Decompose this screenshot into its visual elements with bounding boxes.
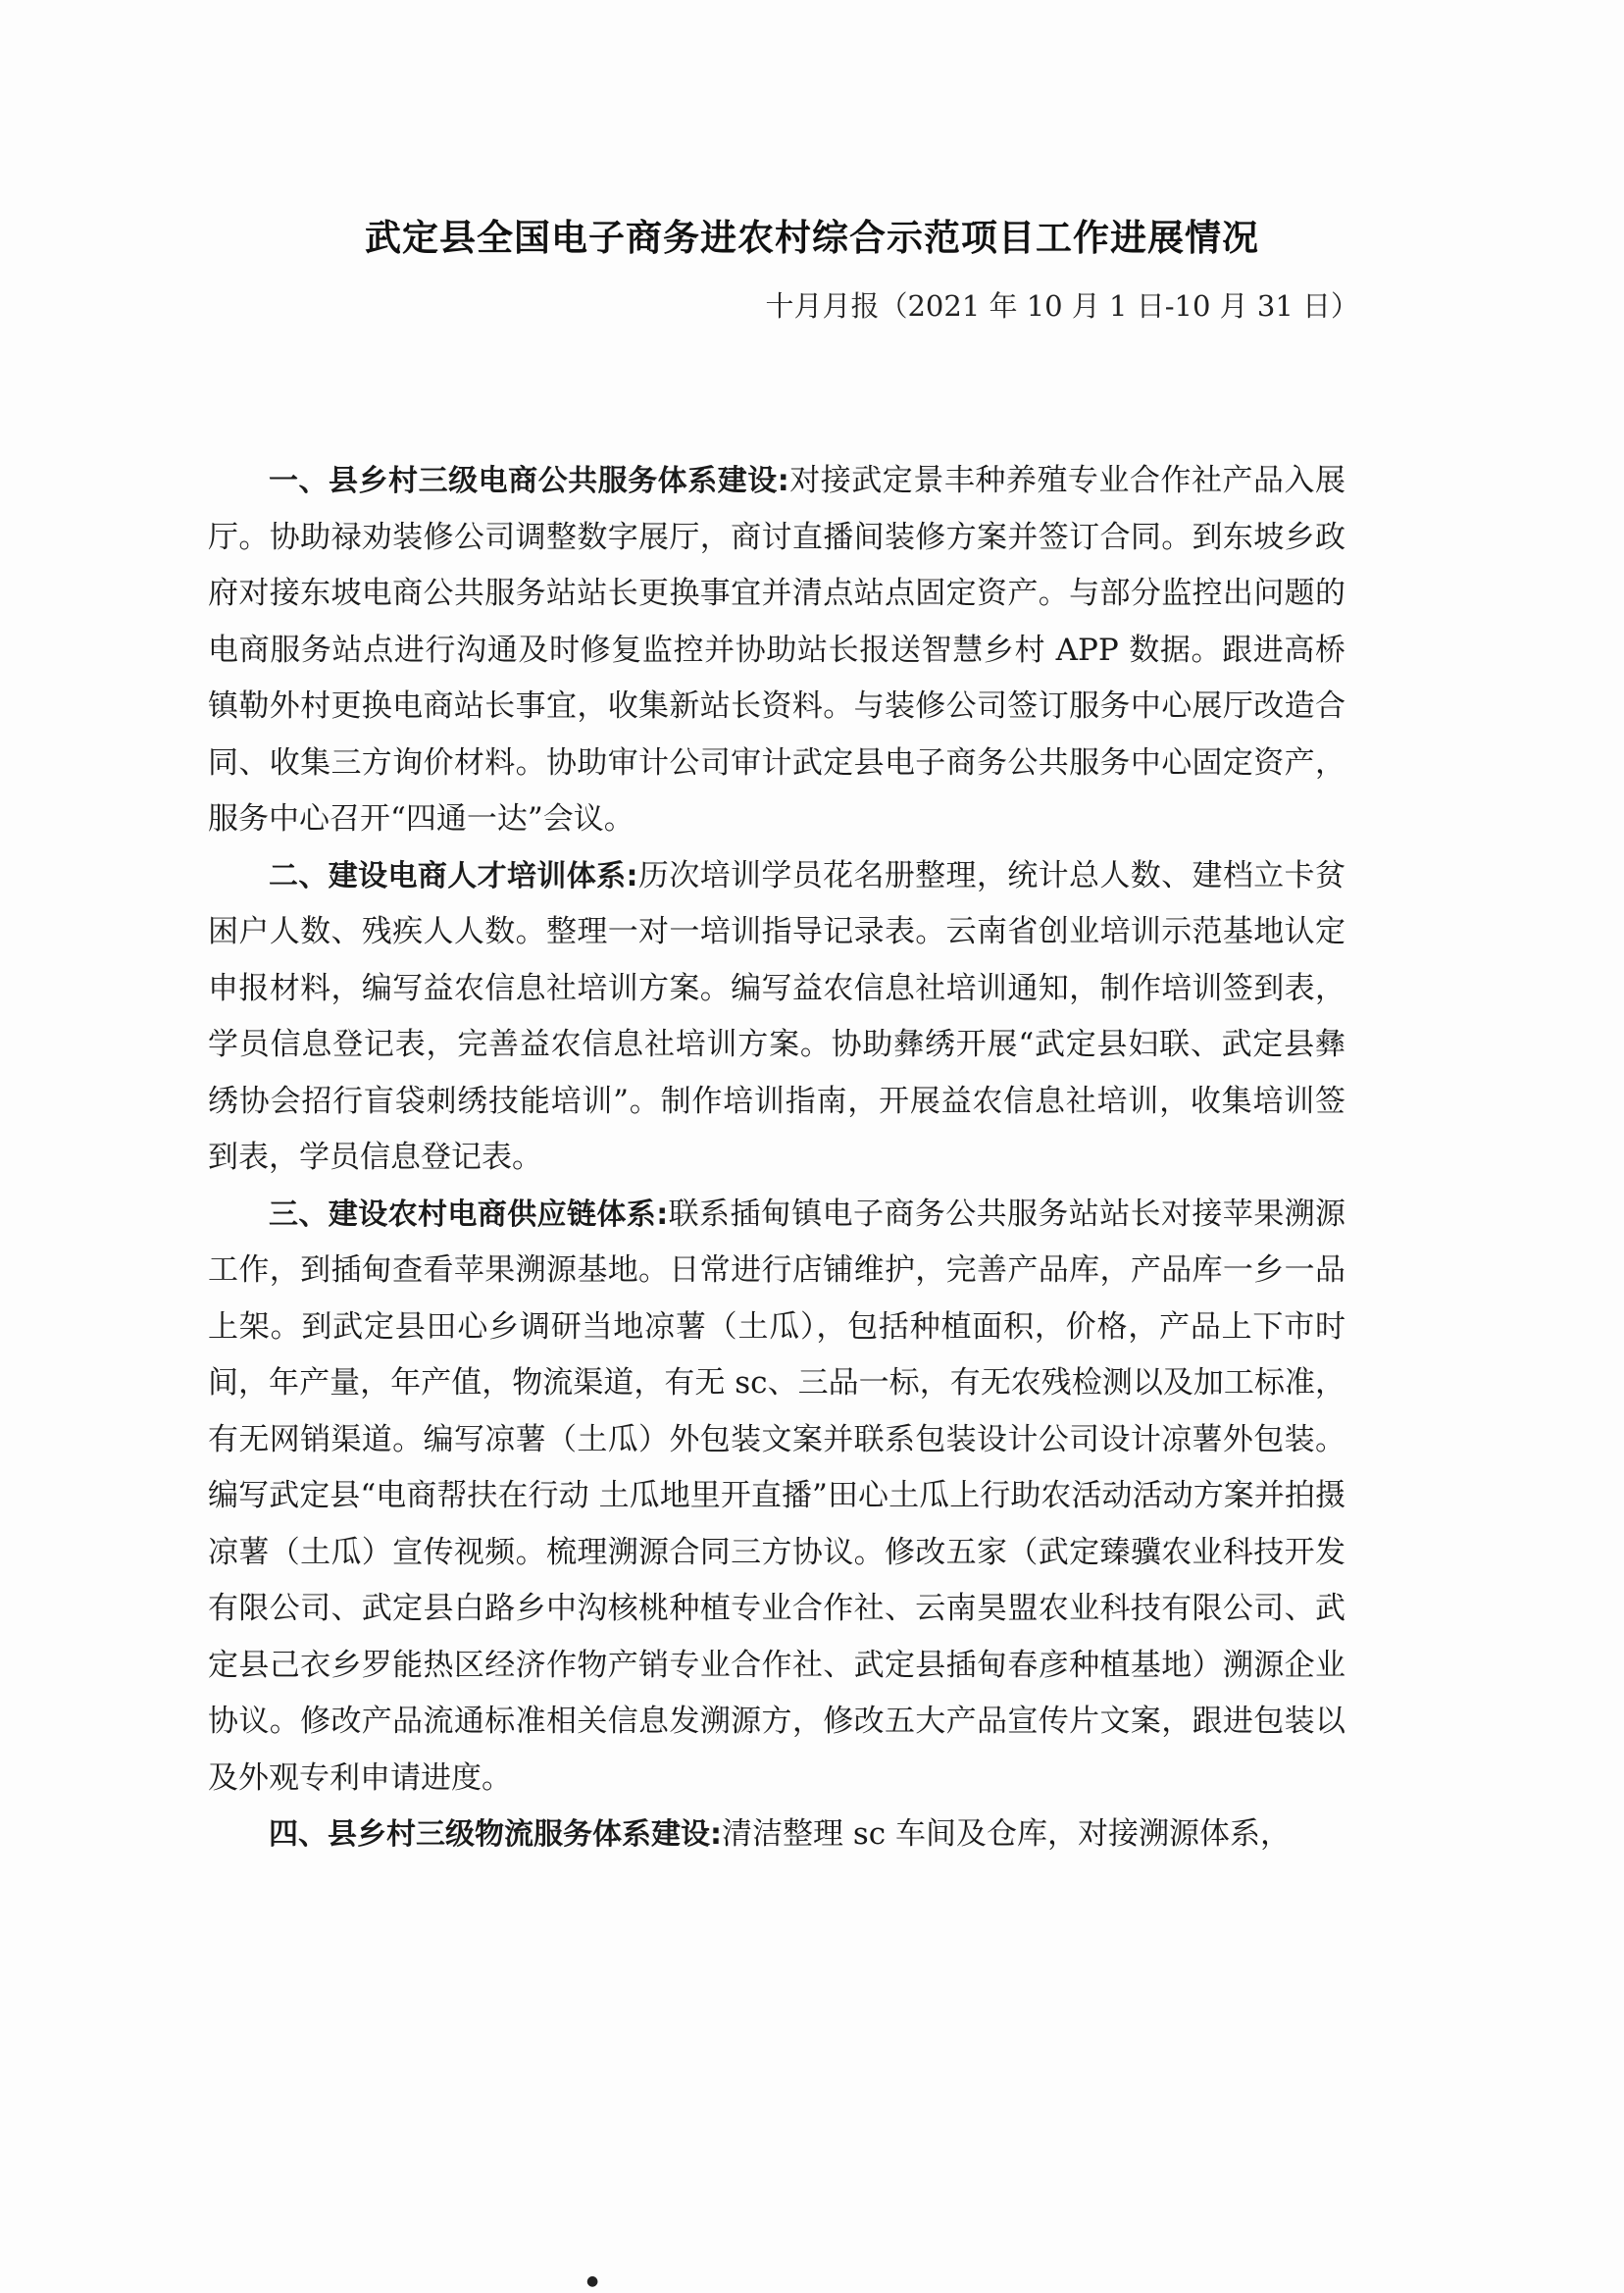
scan-speck-mark: ● [586, 2273, 599, 2289]
document-body [208, 453, 1345, 1863]
section-heading-1: 一、县乡村三级电商公共服务体系建设: [269, 464, 789, 498]
section-text-3: 联系插甸镇电子商务公共服务站站长对接苹果溯源工作，到插甸查看苹果溯源基地。日常进行店铺维护，完善产品库，产品库一乡一品上架。到武定县田心乡调研当地凉薯（土瓜），包括种植面积，价格，产品上下市时间，年产量，年产值，物流渠道，有无 sc、三品一标，有无农残检测以及加工标准，有无网销渠道。编写凉薯（土瓜）外包装文案并联系包装设计公司设计凉薯外包装。编写武定县“电商帮扶在行动 土瓜地里开直播”田心土瓜上行助农活动活动方案并拍摄凉薯（土瓜）宣传视频。梳理溯源合同三方协议。修改五家（武定臻骥农业科技开发有限公司、武定县白路乡中沟核桃种植专业合作社、云南昊盟农业科技有限公司、武定县己衣乡罗能热区经济作物产销专业合作社、武定县插甸春彦种植基地）溯源企业协议。修改产品流通标准相关信息发溯源方，修改五大产品宣传片文案，跟进包装以及外观专利申请进度。 [208, 1196, 1346, 1796]
section-text-4: 清洁整理 sc 车间及仓库，对接溯源体系， [722, 1816, 1291, 1852]
section-text-1: 对接武定景丰种养殖专业合作社产品入展厅。协助禄劝装修公司调整数字展厅，商讨直播间装修方案并签订合同。到东坡乡政府对接东坡电商公共服务站站长更换事宜并清点站点固定资产。与部分监控出问题的电商服务站点进行沟通及时修复监控并协助站长报送智慧乡村 APP 数据。跟进高桥镇勒外村更换电商站长事宜，收集新站长资料。与装修公司签订服务中心展厅改造合同、收集三方询价材料。协助审计公司审计武定县电子商务公共服务中心固定资产，服务中心召开“四通一达”会议。 [208, 463, 1346, 837]
document-title: 武定县全国电子商务进农村综合示范项目工作进展情况 [365, 217, 1259, 259]
section-paragraph-4 [208, 1807, 1345, 1863]
section-paragraph-2 [208, 848, 1345, 1187]
section-text-2: 历次培训学员花名册整理，统计总人数、建档立卡贫困户人数、残疾人人数。整理一对一培训指导记录表。云南省创业培训示范基地认定申报材料，编写益农信息社培训方案。编写益农信息社培训通知，制作培训签到表，学员信息登记表，完善益农信息社培训方案。协助彝绣开展“武定县妇联、武定县彝绣协会招行盲袋刺绣技能培训”。制作培训指南，开展益农信息社培训，收集培训签到表，学员信息登记表。 [208, 857, 1346, 1175]
section-paragraph-1 [208, 453, 1345, 848]
section-heading-4: 四、县乡村三级物流服务体系建设: [269, 1817, 722, 1852]
section-paragraph-3 [208, 1187, 1345, 1808]
section-heading-2: 二、建设电商人才培训体系: [269, 858, 638, 893]
section-heading-3: 三、建设农村电商供应链体系: [269, 1197, 669, 1232]
report-period-subtitle: 十月月报（2021 年 10 月 1 日-10 月 31 日） [765, 289, 1359, 323]
